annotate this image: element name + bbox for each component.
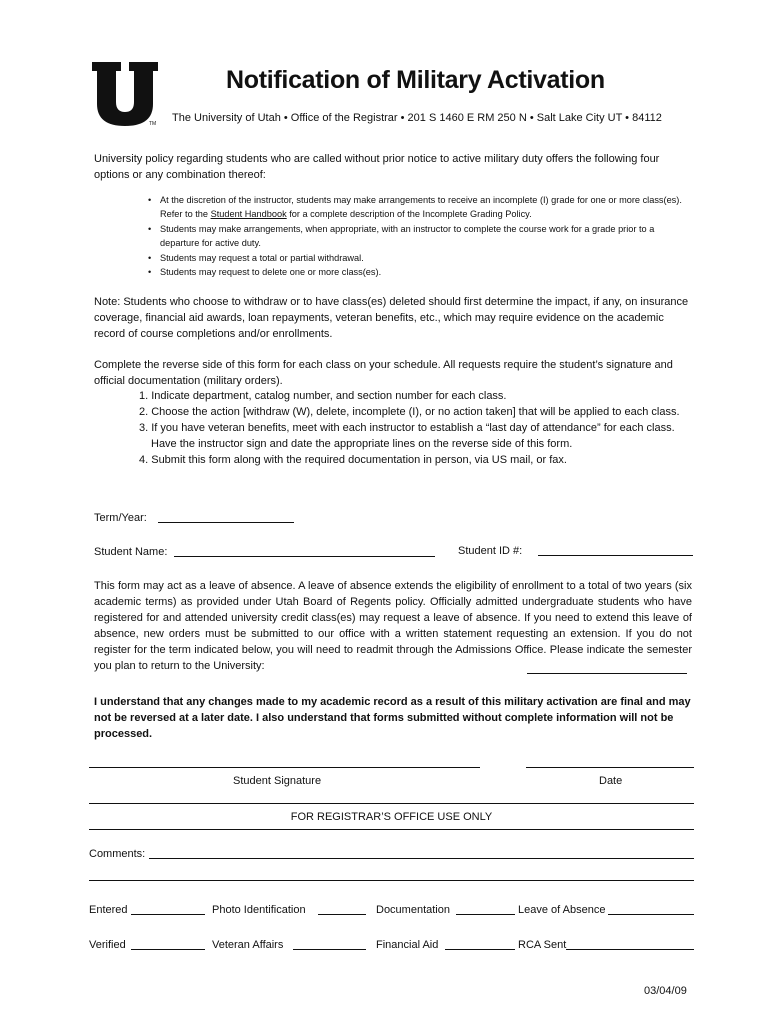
student-id-label: Student ID #:	[458, 545, 523, 557]
student-signature-label: Student Signature	[233, 775, 322, 787]
options-list	[146, 193, 694, 279]
leave-of-absence-paragraph: This form may act as a leave of absence. A leave of absence extends the eligibility of enrollment to a total of two years (six academic terms) as provided under Utah Board of Regents policy. Officially admitted undergraduate students who have registered for and attended university credit class(es) may request a leave of absence. If you need to extend this leave of absence, new orders must be submitted to our office with a written statement requesting an extension. If you do not register for the term indicated below, you will need to readmit through the Admissions Office. Please indicate the semester you plan to return to the University:	[94, 580, 692, 672]
list-item: • Students may request a total or partial withdrawal.	[146, 251, 694, 265]
list-item: 2. Choose the action [withdraw (W), delete, incomplete (I), or no action taken] that will be applied to each class.	[139, 406, 680, 418]
comments-field[interactable]	[149, 858, 694, 859]
list-item: • Students may request to delete one or more class(es).	[146, 265, 694, 279]
entered-field[interactable]	[131, 914, 205, 915]
rca-sent-label: RCA Sent	[518, 939, 567, 951]
documentation-field[interactable]	[456, 914, 515, 915]
return-semester-field[interactable]	[527, 673, 687, 674]
financial-aid-label: Financial Aid	[376, 939, 439, 951]
date-field[interactable]	[526, 767, 694, 768]
veteran-affairs-label: Veteran Affairs	[212, 939, 284, 951]
list-item: • At the discretion of the instructor, students may make arrangements to receive an incomplete (I) grade for one or more class(es). Refer to the Student Handbook for a complete description of the Incomplete Grading Policy.	[146, 193, 694, 222]
office-section-top-rule	[89, 803, 694, 804]
intro-paragraph: University policy regarding students who are called without prior notice to active military duty offers the following four options or any combination thereof:	[94, 153, 660, 181]
list-item: 3. If you have veteran benefits, meet with each instructor to establish a “last day of attendance” for each class. Have the instructor sign and date the appropriate lines on the reverse side of this form.	[139, 422, 675, 450]
term-year-label: Term/Year:	[94, 512, 147, 524]
comments-field-line-2[interactable]	[89, 880, 694, 881]
verified-field[interactable]	[131, 949, 205, 950]
acknowledgement-paragraph: I understand that any changes made to my academic record as a result of this military activation are final and may not be reversed at a later date. I also understand that forms submitted without complete information will not be processed.	[94, 696, 691, 740]
student-name-label: Student Name:	[94, 546, 168, 558]
list-item: 4. Submit this form along with the required documentation in person, via US mail, or fax.	[139, 454, 567, 466]
student-name-field[interactable]	[174, 556, 435, 557]
note-paragraph: Note: Students who choose to withdraw or to have class(es) deleted should first determine the impact, if any, on insurance coverage, financial aid awards, loan repayments, veteran benefits, etc., which may require evidence on the academic record of course completions and/or enrollments.	[94, 296, 689, 340]
comments-label: Comments:	[89, 848, 146, 860]
instructions-paragraph: Complete the reverse side of this form for each class on your schedule. All requests require the student’s signature and official documentation (military orders).	[94, 359, 673, 387]
page-title: Notification of Military Activation	[226, 66, 605, 94]
university-of-utah-logo	[92, 62, 158, 126]
list-item: 1. Indicate department, catalog number, and section number for each class.	[139, 390, 507, 402]
term-year-field[interactable]	[158, 522, 294, 523]
financial-aid-field[interactable]	[445, 949, 515, 950]
instruction-steps	[139, 388, 694, 468]
veteran-affairs-field[interactable]	[293, 949, 366, 950]
photo-identification-label: Photo Identification	[212, 904, 306, 916]
student-handbook-link[interactable]: Student Handbook	[210, 209, 287, 220]
documentation-label: Documentation	[376, 904, 450, 916]
student-signature-field[interactable]	[89, 767, 480, 768]
list-item: • Students may make arrangements, when appropriate, with an instructor to complete the course work for a grade prior to a departure for active duty.	[146, 222, 694, 251]
form-revision-date: 03/04/09	[644, 985, 687, 997]
leave-of-absence-label: Leave of Absence	[518, 904, 606, 916]
entered-label: Entered	[89, 904, 128, 916]
office-use-heading: FOR REGISTRAR’S OFFICE USE ONLY	[290, 811, 493, 823]
leave-of-absence-field[interactable]	[608, 914, 694, 915]
student-id-field[interactable]	[538, 555, 693, 556]
date-label: Date	[599, 775, 623, 787]
svg-text:TM: TM	[149, 121, 157, 126]
office-address: The University of Utah • Office of the Registrar • 201 S 1460 E RM 250 N • Salt Lake City UT • 84112	[172, 112, 662, 124]
office-section-heading-rule	[89, 829, 694, 830]
rca-sent-field[interactable]	[566, 949, 694, 950]
verified-label: Verified	[89, 939, 126, 951]
photo-identification-field[interactable]	[318, 914, 366, 915]
